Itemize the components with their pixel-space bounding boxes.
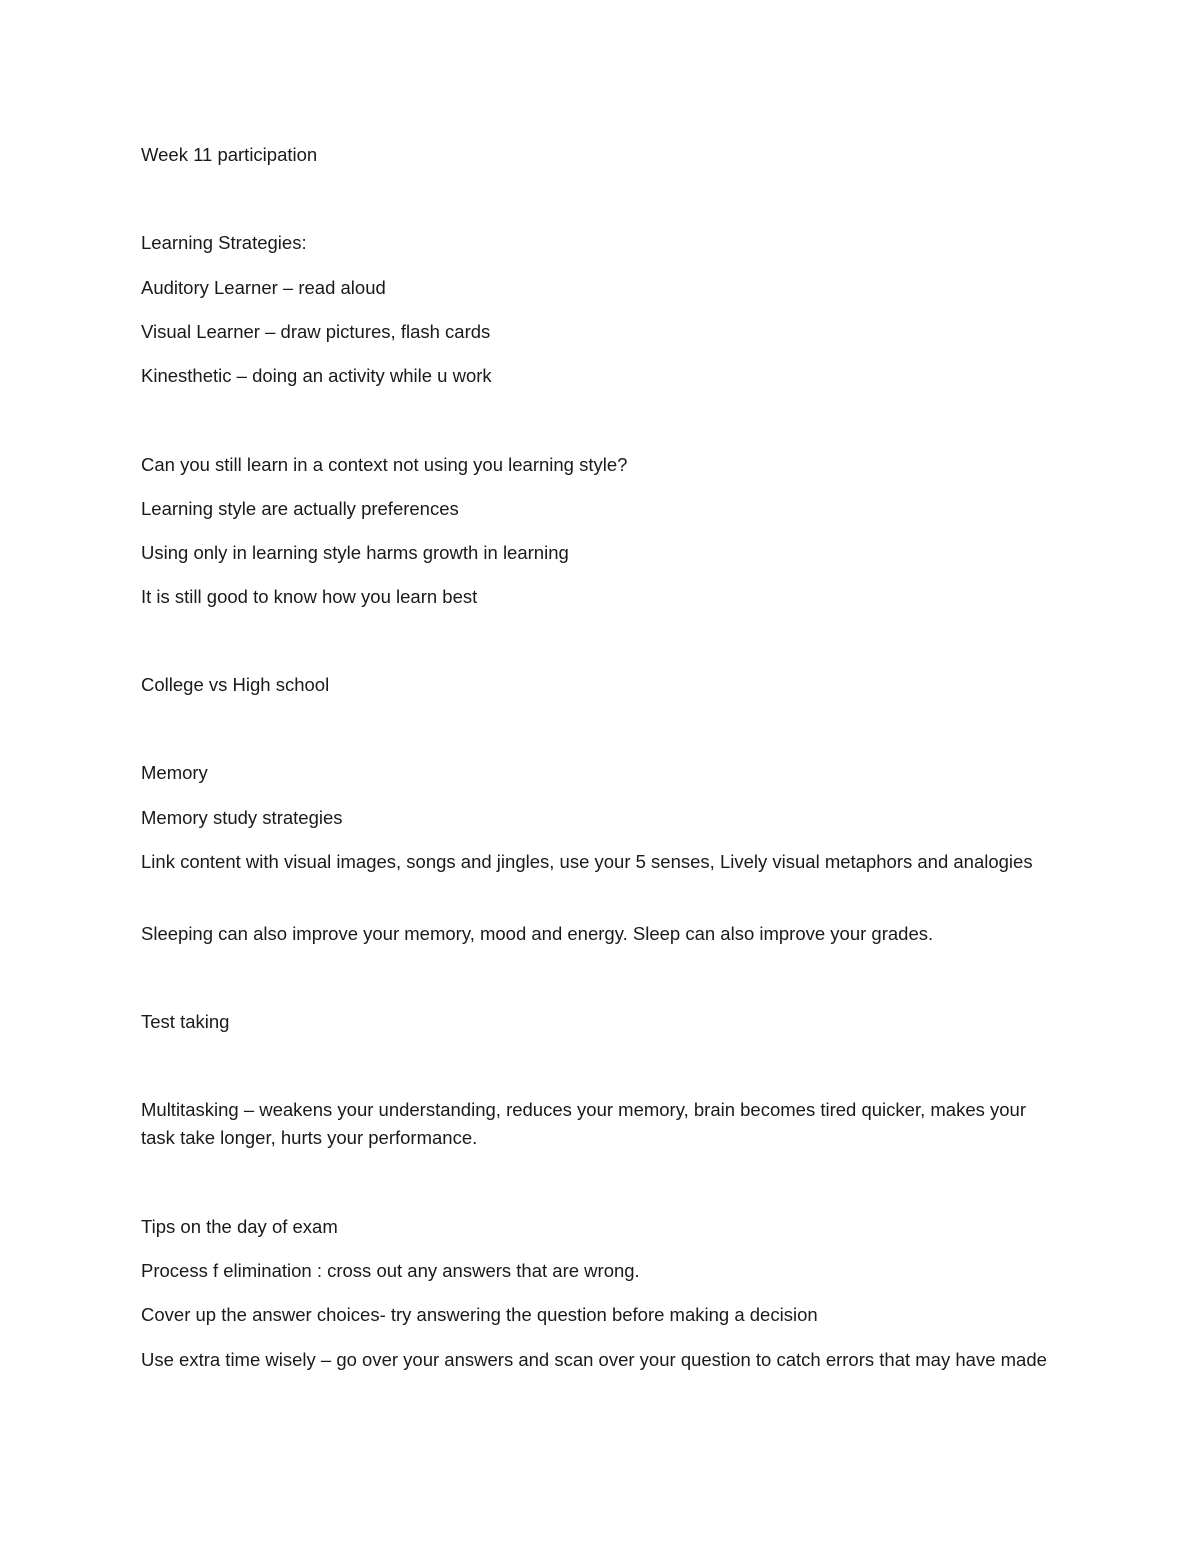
exam-tip: Process f elimination : cross out any answers that are wrong.: [141, 1260, 640, 1281]
exam-tip: Cover up the answer choices- try answering the question before making a decision: [141, 1304, 818, 1325]
learning-strategy-item: Kinesthetic – doing an activity while u work: [141, 365, 492, 386]
memory-subheading: Memory study strategies: [141, 807, 343, 828]
college-vs-high-school-heading: College vs High school: [141, 674, 330, 695]
learning-style-question: Can you still learn in a context not using you learning style?: [141, 454, 628, 475]
learning-strategies-heading: Learning Strategies:: [141, 232, 307, 253]
test-taking-heading: Test taking: [141, 1011, 230, 1032]
learning-style-point: Using only in learning style harms growth in learning: [141, 542, 569, 563]
memory-heading: Memory: [141, 762, 208, 783]
memory-point: Link content with visual images, songs and jingles, use your 5 senses, Lively visual metaphors and analogies: [141, 851, 1033, 872]
document-title: Week 11 participation: [141, 144, 318, 165]
learning-style-point: Learning style are actually preferences: [141, 498, 459, 519]
exam-tip: Use extra time wisely – go over your answers and scan over your question to catch errors that may have made: [141, 1349, 1047, 1370]
memory-point: Sleeping can also improve your memory, mood and energy. Sleep can also improve your grades.: [141, 923, 934, 944]
multitasking-paragraph: Multitasking – weakens your understanding, reduces your memory, brain becomes tired quicker, makes your task take longer, hurts your performance.: [141, 1099, 1026, 1148]
learning-strategy-item: Visual Learner – draw pictures, flash cards: [141, 321, 491, 342]
exam-tips-heading: Tips on the day of exam: [141, 1216, 338, 1237]
learning-strategy-item: Auditory Learner – read aloud: [141, 277, 386, 298]
learning-style-point: It is still good to know how you learn best: [141, 586, 478, 607]
